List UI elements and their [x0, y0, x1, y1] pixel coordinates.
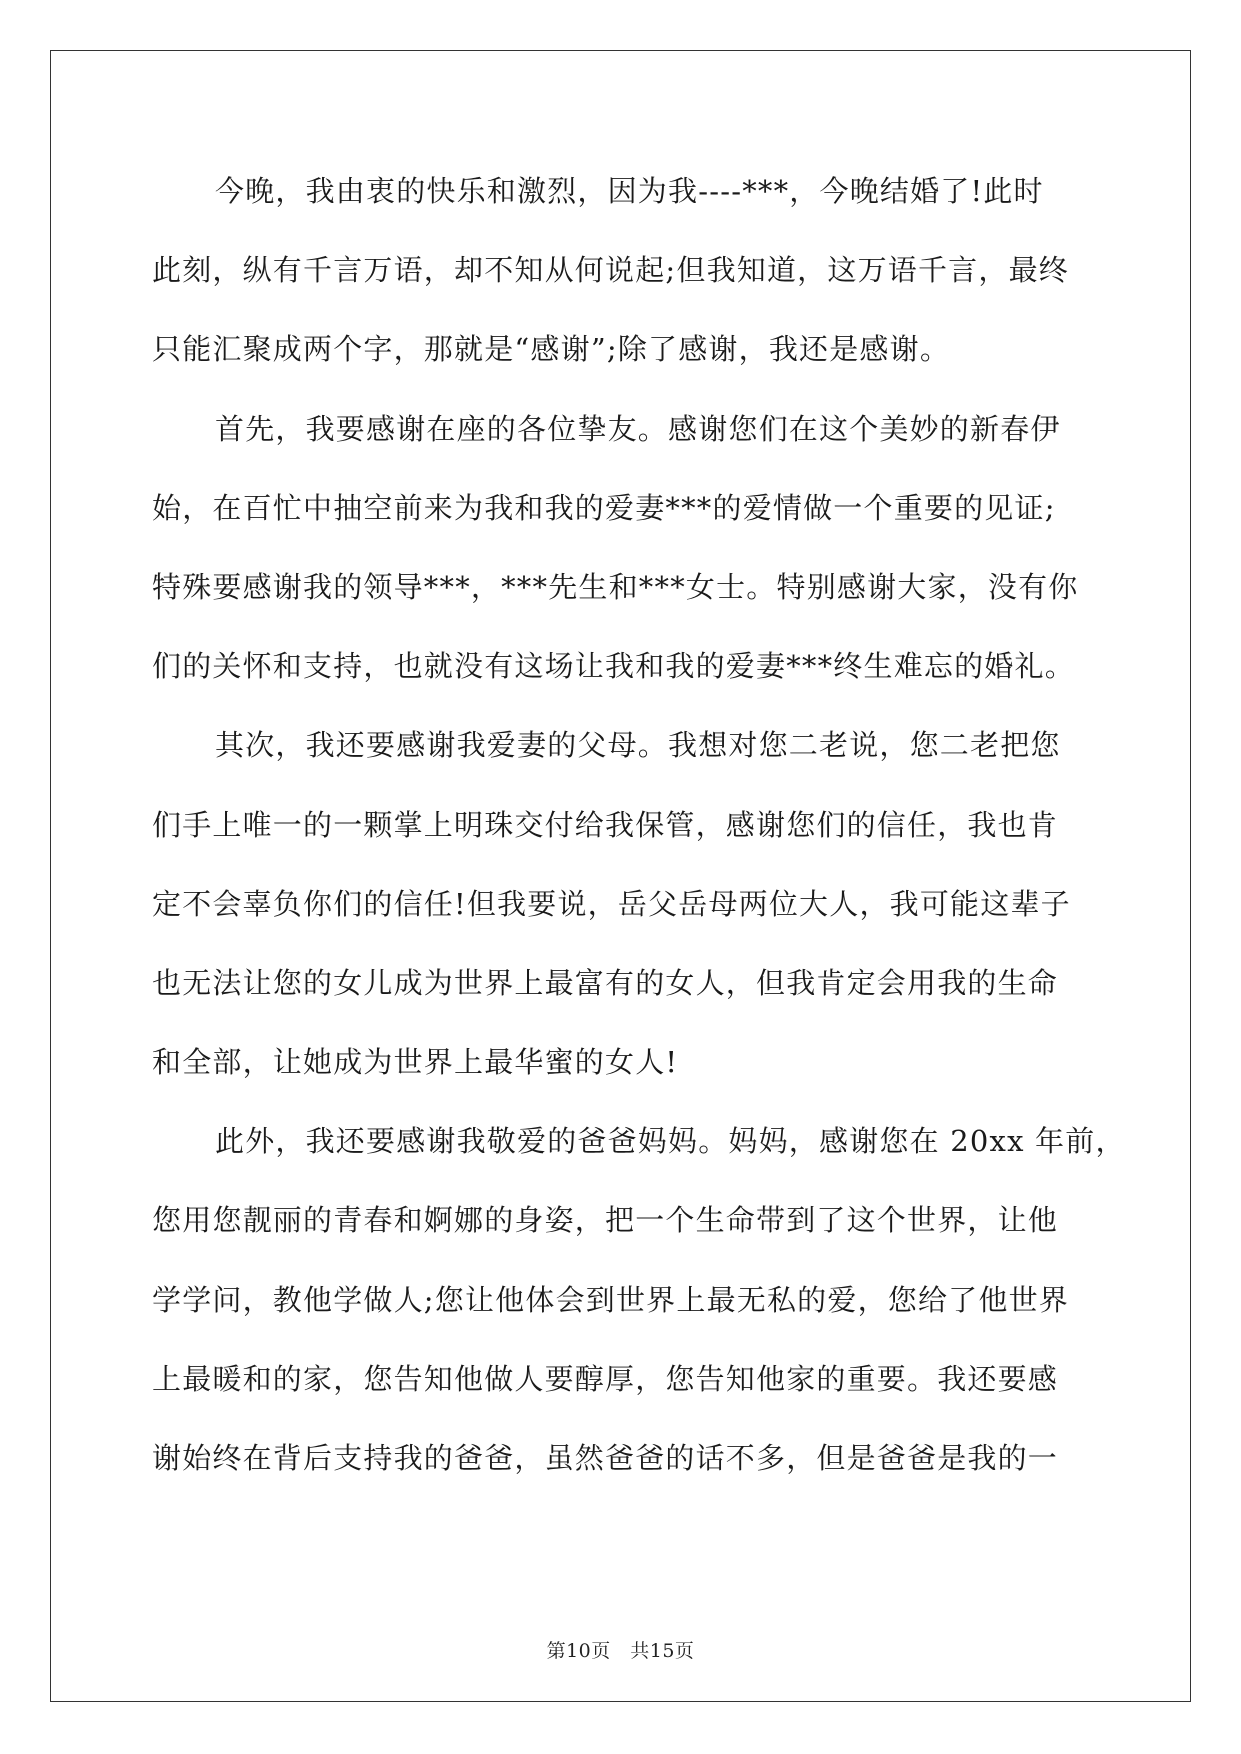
text-line: 学学问，教他学做人;您让他体会到世界上最无私的爱，您给了他世界: [152, 1282, 1069, 1317]
document-body: [152, 160, 1126, 1506]
text-line: 此刻，纵有千言万语，却不知从何说起;但我知道，这万语千言，最终: [152, 253, 1069, 288]
text-line: 特殊要感谢我的领导***，***先生和***女士。特别感谢大家，没有你: [152, 569, 1079, 604]
text-line: 此外，我还要感谢我敬爱的爸爸妈妈。妈妈，感谢您在 20xx 年前，: [215, 1124, 1126, 1159]
text-line: 今晚，我由衷的快乐和激烈，因为我----***，今晚结婚了!此时: [215, 174, 1044, 208]
text-line: 其次，我还要感谢我爱妻的父母。我想对您二老说，您二老把您: [215, 728, 1061, 763]
text-line: 只能汇聚成两个字，那就是“感谢”;除了感谢，我还是感谢。: [152, 332, 951, 367]
text-line: 也无法让您的女儿成为世界上最富有的女人，但我肯定会用我的生命: [152, 965, 1059, 1000]
text-line: 们手上唯一的一颗掌上明珠交付给我保管，感谢您们的信任，我也肯: [152, 807, 1059, 842]
text-line: 首先，我要感谢在座的各位挚友。感谢您们在这个美妙的新春伊: [215, 411, 1061, 446]
page-number: 第10页 共15页: [546, 1640, 695, 1662]
text-line: 定不会辜负你们的信任!但我要说，岳父岳母两位大人，我可能这辈子: [152, 886, 1071, 921]
page-footer: [0, 1636, 1241, 1663]
text-line: 始，在百忙中抽空前来为我和我的爱妻***的爱情做一个重要的见证;: [152, 490, 1056, 525]
text-line: 上最暖和的家，您告知他做人要醇厚，您告知他家的重要。我还要感: [152, 1361, 1059, 1396]
text-line: 们的关怀和支持，也就没有这场让我和我的爱妻***终生难忘的婚礼。: [152, 649, 1075, 684]
text-line: 和全部，让她成为世界上最华蜜的女人!: [152, 1045, 679, 1080]
text-line: 谢始终在背后支持我的爸爸，虽然爸爸的话不多，但是爸爸是我的一: [152, 1441, 1059, 1475]
text-line: 您用您靓丽的青春和婀娜的身姿，把一个生命带到了这个世界，让他: [152, 1203, 1059, 1238]
